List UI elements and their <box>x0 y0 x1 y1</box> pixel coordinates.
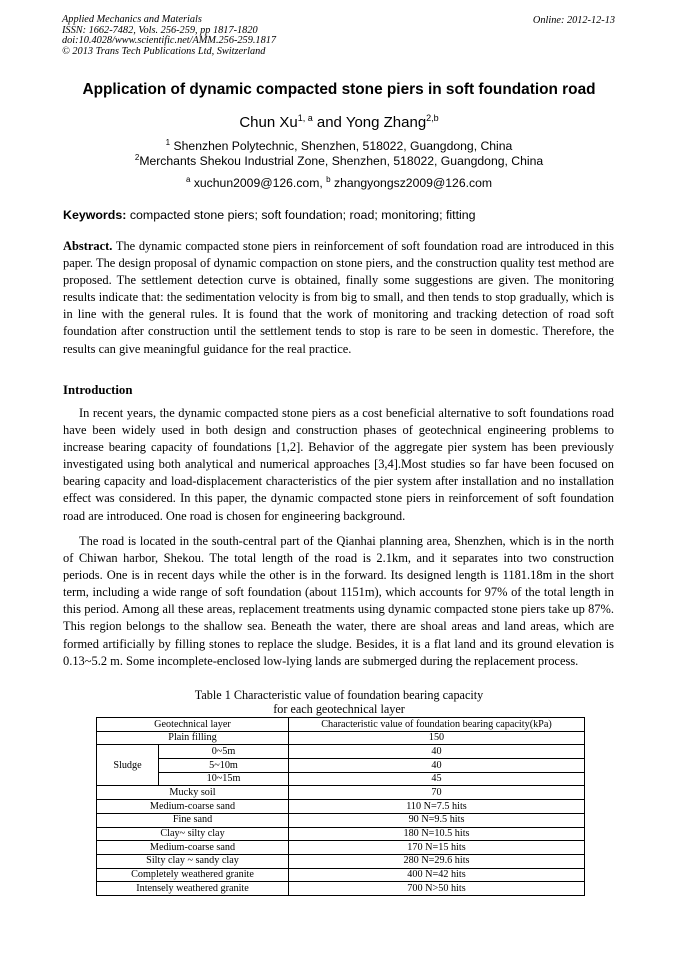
keywords-text: compacted stone piers; soft foundation; road; monitoring; fitting <box>129 208 476 222</box>
section-heading-introduction: Introduction <box>63 383 133 397</box>
keywords-label: Keywords: <box>63 208 127 222</box>
keywords <box>63 208 476 222</box>
intro-paragraph-1: In recent years, the dynamic compacted stone piers as a cost beneficial alternative to soft foundations road have been widely used in both design and construction phases of geotechnical engineering problems to increase bearing capacity of foundations [1,2]. Behavior of the aggregate pier system has been previously investigated using both analytical and numerical approaches [3,4].Most studies so far have been focused on bearing capacity and load-displacement characteristics of the pier system after installation and no installation effect was considered. In this paper, the dynamic compacted stone piers in reinforcement of soft foundation road are introduced. One road is chosen for engineering background. <box>63 406 614 523</box>
bearing-capacity-table <box>96 717 585 896</box>
value-cell: 700 N>50 hits <box>289 882 585 896</box>
doi-line: doi:10.4028/www.scientific.net/AMM.256-259.1817 <box>62 35 277 47</box>
table-row <box>97 813 585 827</box>
layer-cell: Mucky soil <box>97 786 289 800</box>
layer-cell: Completely weathered granite <box>97 868 289 882</box>
value-cell: 150 <box>289 731 585 745</box>
table-row <box>97 854 585 868</box>
table-row <box>97 827 585 841</box>
header-cell-value: Characteristic value of foundation bearing capacity(kPa) <box>289 718 585 732</box>
copyright-line: © 2013 Trans Tech Publications Ltd, Switzerland <box>62 45 266 57</box>
layer-cell: Clay~ silty clay <box>97 827 289 841</box>
value-cell: 280 N=29.6 hits <box>289 854 585 868</box>
value-cell: 40 <box>289 759 585 773</box>
journal-header <box>62 15 276 57</box>
affiliation-2 <box>0 153 678 168</box>
email-a[interactable]: xuchun2009@126.com, <box>193 176 323 191</box>
value-cell: 70 <box>289 786 585 800</box>
value-cell: 170 N=15 hits <box>289 841 585 855</box>
table-row <box>97 786 585 800</box>
abstract <box>63 238 614 358</box>
value-cell: 110 N=7.5 hits <box>289 800 585 814</box>
author-1-sup: 1, a <box>297 113 313 123</box>
journal-name: Applied Mechanics and Materials <box>62 14 202 25</box>
table-row <box>97 772 585 786</box>
author-and: and <box>316 114 342 131</box>
table-row <box>97 759 585 773</box>
abstract-label: Abstract. <box>63 239 113 253</box>
affiliation-2-text: Merchants Shekou Industrial Zone, Shenzhen, 518022, Guangdong, China <box>139 154 544 169</box>
author-line <box>0 113 678 131</box>
table-row <box>97 800 585 814</box>
online-date: Online: 2012-12-13 <box>532 15 615 26</box>
layer-cell: Fine sand <box>97 813 289 827</box>
author-1-name: Chun Xu <box>239 114 298 131</box>
table-row <box>97 868 585 882</box>
table-row <box>97 731 585 745</box>
email-line <box>0 175 678 190</box>
email-b[interactable]: zhangyongsz2009@126.com <box>333 176 493 191</box>
value-cell: 90 N=9.5 hits <box>289 813 585 827</box>
sludge-label-cell: Sludge <box>97 745 159 786</box>
affiliation-1-text: Shenzhen Polytechnic, Shenzhen, 518022, Guangdong, China <box>173 139 513 154</box>
intro-paragraph-2: The road is located in the south-central part of the Qianhai planning area, Shenzhen, which is in the north of Chiwan harbor, Shekou. The total length of the road is 2.1km, and it separates into two construction periods. One is in recent days while the other is in the forward. Its designed length is 1181.18m in the short term, including a wide range of soft foundation (about 1151m), which accounts for 97% of the total length in this period. Among all these areas, replacement treatments using dynamic compacted stone piers take up 87%. This region belongs to the shallow sea. Beneath the water, there are shoal areas and land areas, which are formed artificially by filling stones to replace the sludge. Besides, it is a flat land and its ground elevation is 0.13~5.2 m. Some incomplete-enclosed low-lying lands are submerged during the replacement process. <box>63 534 614 668</box>
affiliation-1 <box>0 138 678 153</box>
affiliation-1-sup: 1 <box>165 138 171 147</box>
layer-cell: Intensely weathered granite <box>97 882 289 896</box>
depth-cell: 5~10m <box>159 759 289 773</box>
depth-cell: 10~15m <box>159 772 289 786</box>
layer-cell: Medium-coarse sand <box>97 841 289 855</box>
table-header-row <box>97 718 585 732</box>
value-cell: 400 N=42 hits <box>289 868 585 882</box>
affiliation-2-sup: 2 <box>134 153 140 162</box>
table-row <box>97 882 585 896</box>
value-cell: 180 N=10.5 hits <box>289 827 585 841</box>
issn-line: ISSN: 1662-7482, Vols. 256-259, pp 1817-1820 <box>62 24 258 36</box>
author-2-sup: 2,b <box>426 113 439 123</box>
header-cell-layer: Geotechnical layer <box>97 718 289 732</box>
layer-cell: Plain filling <box>97 731 289 745</box>
layer-cell: Silty clay ~ sandy clay <box>97 854 289 868</box>
value-cell: 45 <box>289 772 585 786</box>
depth-cell: 0~5m <box>159 745 289 759</box>
table-caption <box>0 688 678 716</box>
email-b-sup: b <box>326 175 331 184</box>
email-a-sup: a <box>185 175 191 184</box>
table-caption-line-1: Table 1 Characteristic value of foundation bearing capacity <box>194 688 484 702</box>
layer-cell: Medium-coarse sand <box>97 800 289 814</box>
table-row <box>97 745 585 759</box>
abstract-text: The dynamic compacted stone piers in reinforcement of soft foundation road are introduced in this paper. The design proposal of dynamic compaction on stone piers, and the construction quality test method are proposed. The settlement detection curve is obtained, finally some suggestions are given. The monitoring results indicate that: the sedimentation velocity is from big to small, and then tends to stop gradually, which is in line with the general rules. It is found that the work of monitoring and tracking detection of road soft foundation after construction until the settlement tends to stop is rare to be seen in domestic. Therefore, the results can give meaningful guidance for the real practice. <box>63 239 614 356</box>
value-cell: 40 <box>289 745 585 759</box>
author-2-name: Yong Zhang <box>345 114 427 131</box>
paper-title: Application of dynamic compacted stone piers in soft foundation road <box>82 81 596 98</box>
table-caption-line-2: for each geotechnical layer <box>273 702 405 716</box>
table-row <box>97 841 585 855</box>
